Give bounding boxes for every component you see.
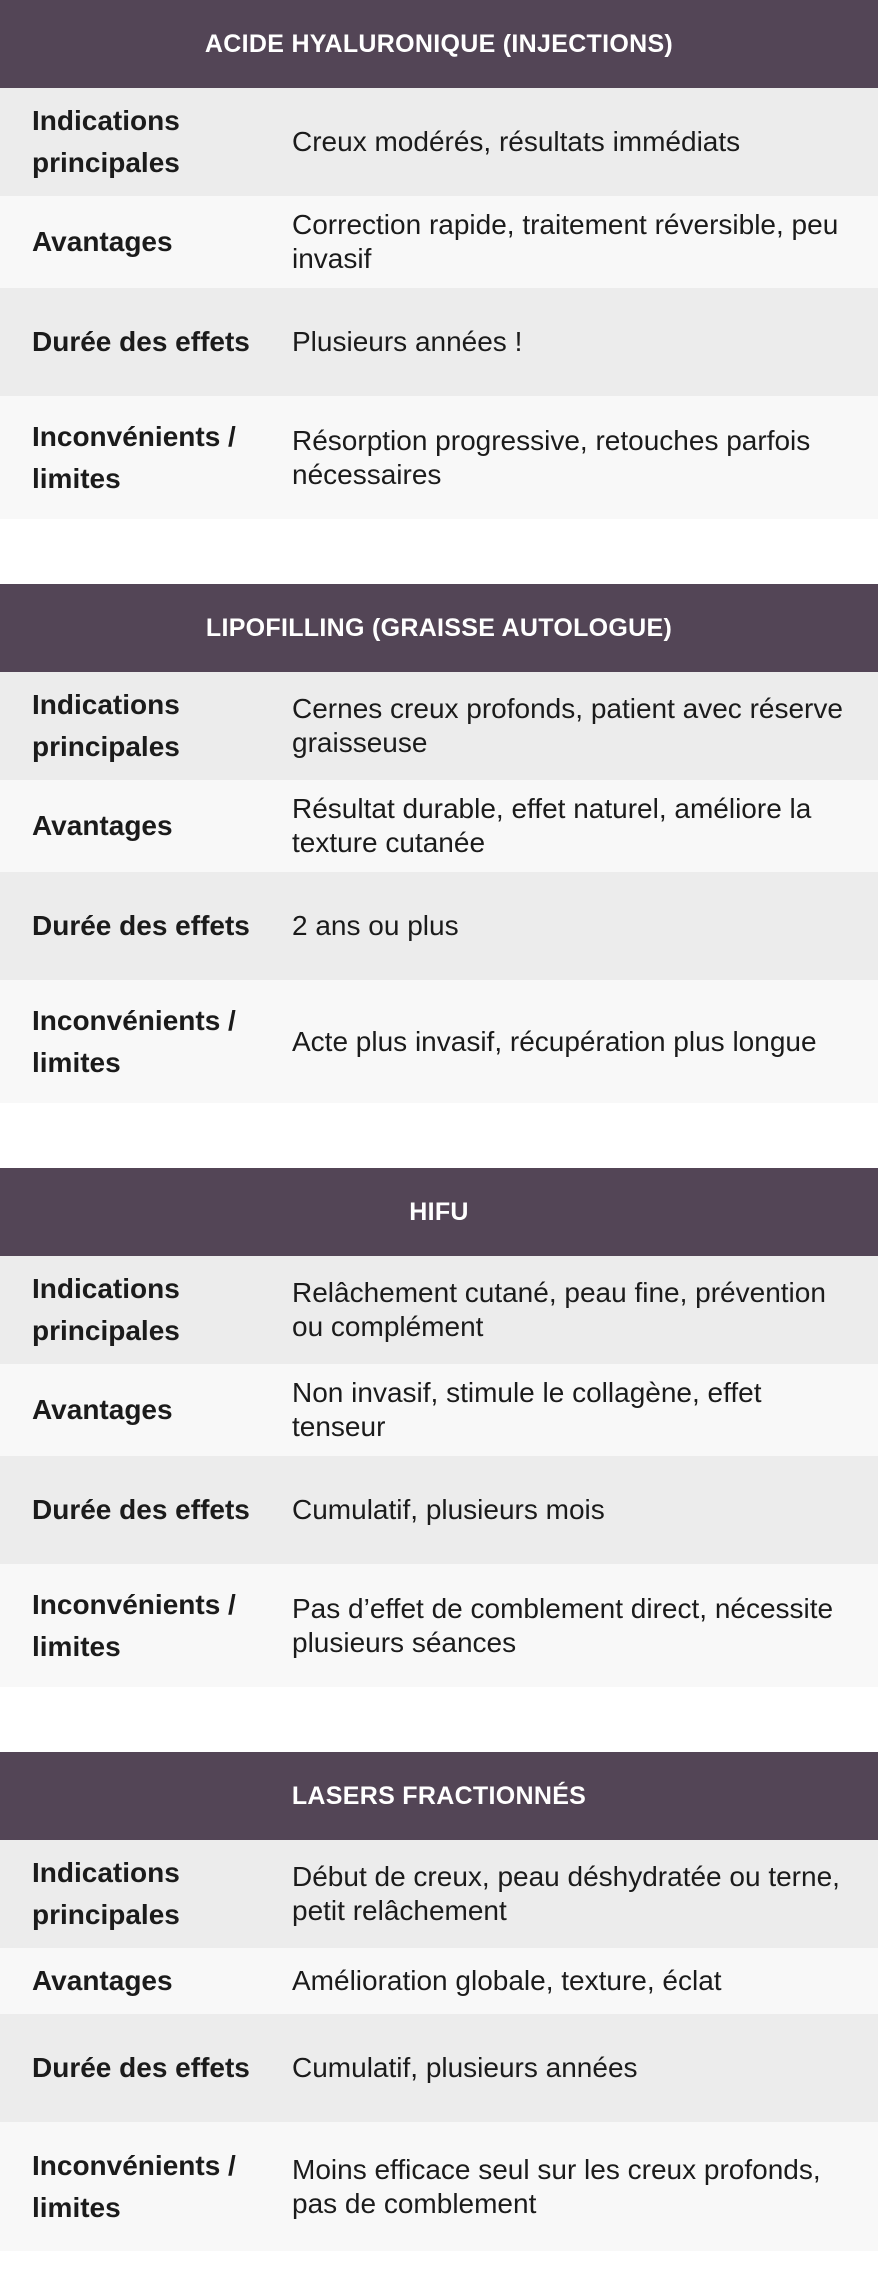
table-row-drawbacks xyxy=(0,1564,878,1687)
row-value: Pas d’effet de comblement direct, nécessite plusieurs séances xyxy=(292,1592,834,1658)
row-value: Début de creux, peau déshydratée ou terne, petit relâchement xyxy=(292,1861,840,1926)
row-value: Cumulatif, plusieurs années xyxy=(292,2052,638,2083)
row-label: Avantages xyxy=(32,1394,173,1425)
treatment-title: LASERS FRACTIONNÉS xyxy=(0,1752,878,1840)
row-value: Moins efficace seul sur les creux profonds, pas de comblement xyxy=(292,2153,821,2219)
row-label: Durée des effets xyxy=(32,326,250,357)
row-label: Indications principales xyxy=(32,689,180,762)
row-label: Durée des effets xyxy=(32,910,250,941)
table-row-drawbacks xyxy=(0,2122,878,2251)
table-row-indications xyxy=(0,1840,878,1948)
table-row-advantages xyxy=(0,196,878,288)
table-row-indications xyxy=(0,672,878,780)
row-label: Durée des effets xyxy=(32,1494,250,1525)
row-value: Cernes creux profonds, patient avec réserve graisseuse xyxy=(292,693,843,758)
table-row-drawbacks xyxy=(0,396,878,519)
row-value: Acte plus invasif, récupération plus longue xyxy=(292,1025,817,1057)
table-row-indications xyxy=(0,88,878,196)
row-value: Cumulatif, plusieurs mois xyxy=(292,1494,605,1525)
treatment-card-fractional-lasers xyxy=(0,1752,878,2271)
table-row-advantages xyxy=(0,1364,878,1456)
row-label: Indications principales xyxy=(32,1273,180,1346)
row-value: Amélioration globale, texture, éclat xyxy=(292,1965,722,1996)
row-value: Relâchement cutané, peau fine, prévention ou complément xyxy=(292,1277,826,1342)
table-row-duration xyxy=(0,288,878,396)
table-row-duration xyxy=(0,872,878,980)
row-label: Durée des effets xyxy=(32,2052,250,2083)
row-value: Non invasif, stimule le collagène, effet tenseur xyxy=(292,1377,762,1442)
row-label: Indications principales xyxy=(32,105,180,178)
treatment-card-lipofilling xyxy=(0,584,878,1103)
table-row-drawbacks xyxy=(0,980,878,1103)
treatment-title: ACIDE HYALURONIQUE (INJECTIONS) xyxy=(0,0,878,88)
treatment-card-hyaluronic-acid xyxy=(0,0,878,519)
treatment-card-hifu xyxy=(0,1168,878,1687)
row-label: Indications principales xyxy=(32,1857,180,1930)
row-value: 2 ans ou plus xyxy=(292,910,459,941)
row-value: Résultat durable, effet naturel, améliore la texture cutanée xyxy=(292,793,812,858)
row-label: Avantages xyxy=(32,1965,173,1996)
row-value: Plusieurs années ! xyxy=(292,326,523,357)
row-label: Avantages xyxy=(32,810,173,841)
row-value: Creux modérés, résultats immédiats xyxy=(292,126,741,157)
treatment-title: HIFU xyxy=(0,1168,878,1256)
row-label: Avantages xyxy=(32,226,173,257)
table-row-duration xyxy=(0,2014,878,2122)
treatment-title: LIPOFILLING (GRAISSE AUTOLOGUE) xyxy=(0,584,878,672)
table-row-duration xyxy=(0,1456,878,1564)
table-row-advantages xyxy=(0,1948,878,2014)
row-label: Inconvénients / limites xyxy=(32,1588,236,1662)
row-value: Résorption progressive, retouches parfois nécessaires xyxy=(292,424,811,490)
row-value: Correction rapide, traitement réversible, peu invasif xyxy=(292,209,839,274)
row-label: Inconvénients / limites xyxy=(32,1004,236,1078)
row-label: Inconvénients / limites xyxy=(32,420,236,494)
row-label: Inconvénients / limites xyxy=(32,2149,236,2223)
table-row-indications xyxy=(0,1256,878,1364)
table-row-advantages xyxy=(0,780,878,872)
